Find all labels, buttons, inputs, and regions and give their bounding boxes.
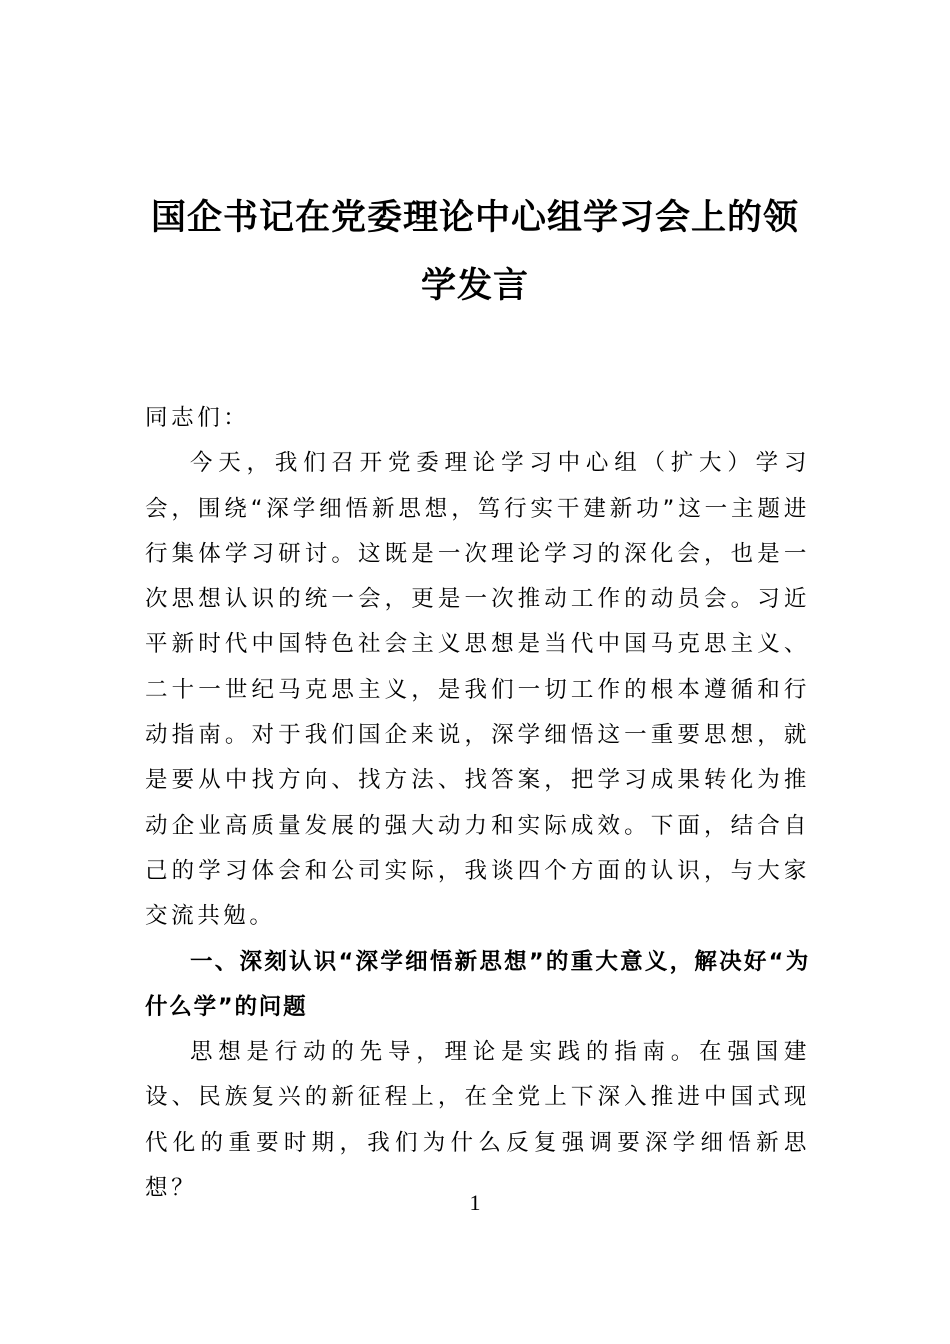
section-heading: 一、深刻认识“深学细悟新思想”的重大意义，解决好“为什么学”的问题 <box>145 948 810 1020</box>
salutation: 同志们： <box>145 405 250 431</box>
document-title-line-2: 学发言 <box>420 265 529 306</box>
page-number: 1 <box>469 1190 481 1215</box>
opening-paragraph: 今天，我们召开党委理论学习中心组（扩大）学习会，围绕“深学细悟新思想，笃行实干建新功”这一主题进行集体学习研讨。这既是一次理论学习的深化会，也是一次思想认识的统一会，更是一次推动工作的动员会。习近平新时代中国特色社会主义思想是当代中国马克思主义、二十一世纪马克思主义，是我们一切工作的根本遵循和行动指南。对于我们国企来说，深学细悟这一重要思想，就是要从中找方向、找方法、找答案，把学习成果转化为推动企业高质量发展的强大动力和实际成效。下面，结合自己的学习体会和公司实际，我谈四个方面的认识，与大家交流共勉。 <box>145 450 810 930</box>
document-body <box>145 396 810 1211</box>
section-paragraph: 思想是行动的先导，理论是实践的指南。在强国建设、民族复兴的新征程上，在全党上下深入推进中国式现代化的重要时期，我们为什么反复强调要深学细悟新思想？ <box>145 1039 810 1202</box>
document-title-line-1: 国企书记在党委理论中心组学习会上的领 <box>150 197 799 238</box>
